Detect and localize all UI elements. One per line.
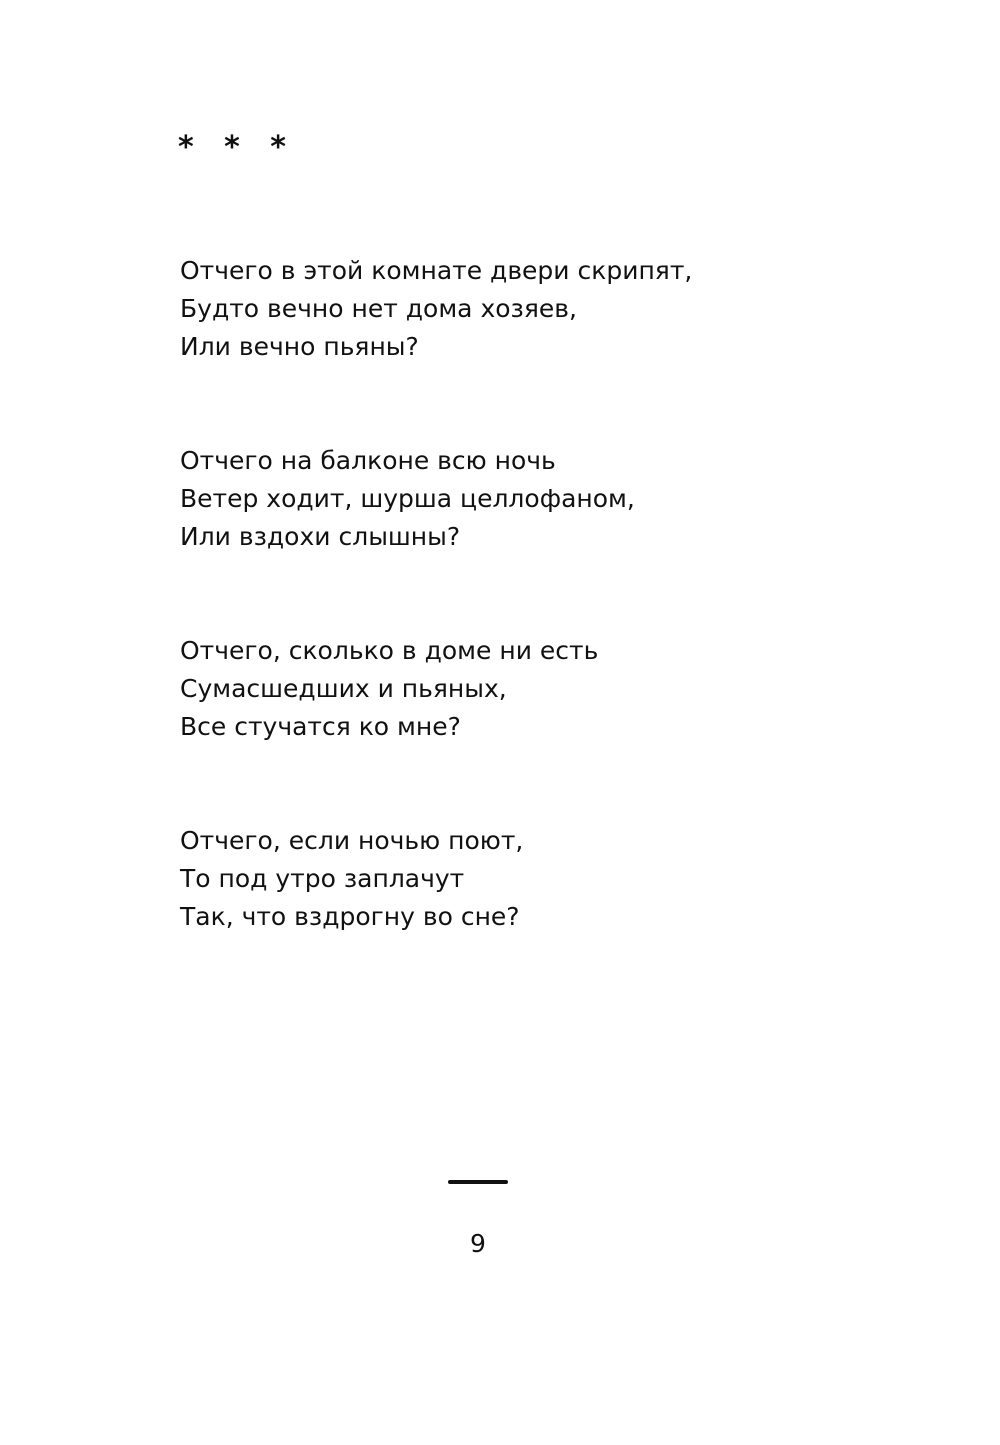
poem-line: Сумасшедших и пьяных, <box>180 674 507 703</box>
poem-line: Или вздохи слышны? <box>180 522 461 551</box>
poem-line: Или вечно пьяны? <box>180 332 419 361</box>
poem-line: То под утро заплачут <box>180 864 465 893</box>
poem-line: Ветер ходит, шурша целлофаном, <box>180 484 635 513</box>
page-number: 9 <box>470 1229 486 1258</box>
stanza-2 <box>180 442 920 556</box>
poem-line: Отчего, если ночью поют, <box>180 826 524 855</box>
stanza-3 <box>180 632 920 746</box>
poem-line: Отчего, сколько в доме ни есть <box>180 636 599 665</box>
poem-line: Так, что вздрогну во сне? <box>180 902 520 931</box>
poem-line: Отчего на балконе всю ночь <box>180 446 556 475</box>
page-number-rule <box>448 1180 508 1184</box>
poem-body <box>180 252 920 1012</box>
poem-line: Отчего в этой комнате двери скрипят, <box>180 256 693 285</box>
stanza-separator: * * * <box>178 130 296 165</box>
stanza-1 <box>180 252 920 366</box>
poem-line: Будто вечно нет дома хозяев, <box>180 294 577 323</box>
poem-line: Все стучатся ко мне? <box>180 712 461 741</box>
stanza-4 <box>180 822 920 936</box>
